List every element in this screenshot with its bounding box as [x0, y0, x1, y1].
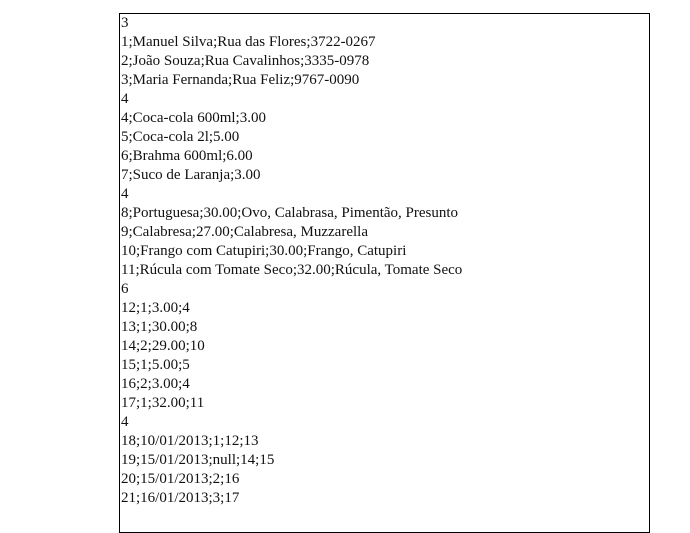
text-line: 17;1;32.00;11	[121, 395, 205, 411]
text-line: 15;1;5.00;5	[121, 357, 190, 373]
text-line: 6	[121, 281, 129, 297]
text-line: 5;Coca-cola 2l;5.00	[121, 129, 240, 145]
text-line: 1;Manuel Silva;Rua das Flores;3722-0267	[121, 34, 376, 50]
text-line: 14;2;29.00;10	[121, 338, 205, 354]
text-line: 16;2;3.00;4	[121, 376, 190, 392]
text-line: 20;15/01/2013;2;16	[121, 471, 240, 487]
text-line: 6;Brahma 600ml;6.00	[121, 148, 253, 164]
document-text	[120, 14, 649, 508]
text-line: 12;1;3.00;4	[121, 300, 190, 316]
text-line: 3	[121, 15, 129, 31]
text-line: 4;Coca-cola 600ml;3.00	[121, 110, 266, 126]
text-line: 9;Calabresa;27.00;Calabresa, Muzzarella	[121, 224, 368, 240]
text-line: 11;Rúcula com Tomate Seco;32.00;Rúcula, Tomate Seco	[121, 262, 463, 278]
text-line: 18;10/01/2013;1;12;13	[121, 433, 259, 449]
text-line: 7;Suco de Laranja;3.00	[121, 167, 261, 183]
text-line: 8;Portuguesa;30.00;Ovo, Calabrasa, Pimentão, Presunto	[121, 205, 459, 221]
text-line: 3;Maria Fernanda;Rua Feliz;9767-0090	[121, 72, 360, 88]
text-line: 10;Frango com Catupiri;30.00;Frango, Catupiri	[121, 243, 407, 259]
document-page	[119, 13, 650, 533]
text-line: 19;15/01/2013;null;14;15	[121, 452, 275, 468]
text-line: 4	[121, 91, 129, 107]
text-line: 21;16/01/2013;3;17	[121, 490, 240, 506]
text-line: 2;João Souza;Rua Cavalinhos;3335-0978	[121, 53, 370, 69]
text-line: 4	[121, 414, 129, 430]
text-line: 13;1;30.00;8	[121, 319, 198, 335]
text-line: 4	[121, 186, 129, 202]
